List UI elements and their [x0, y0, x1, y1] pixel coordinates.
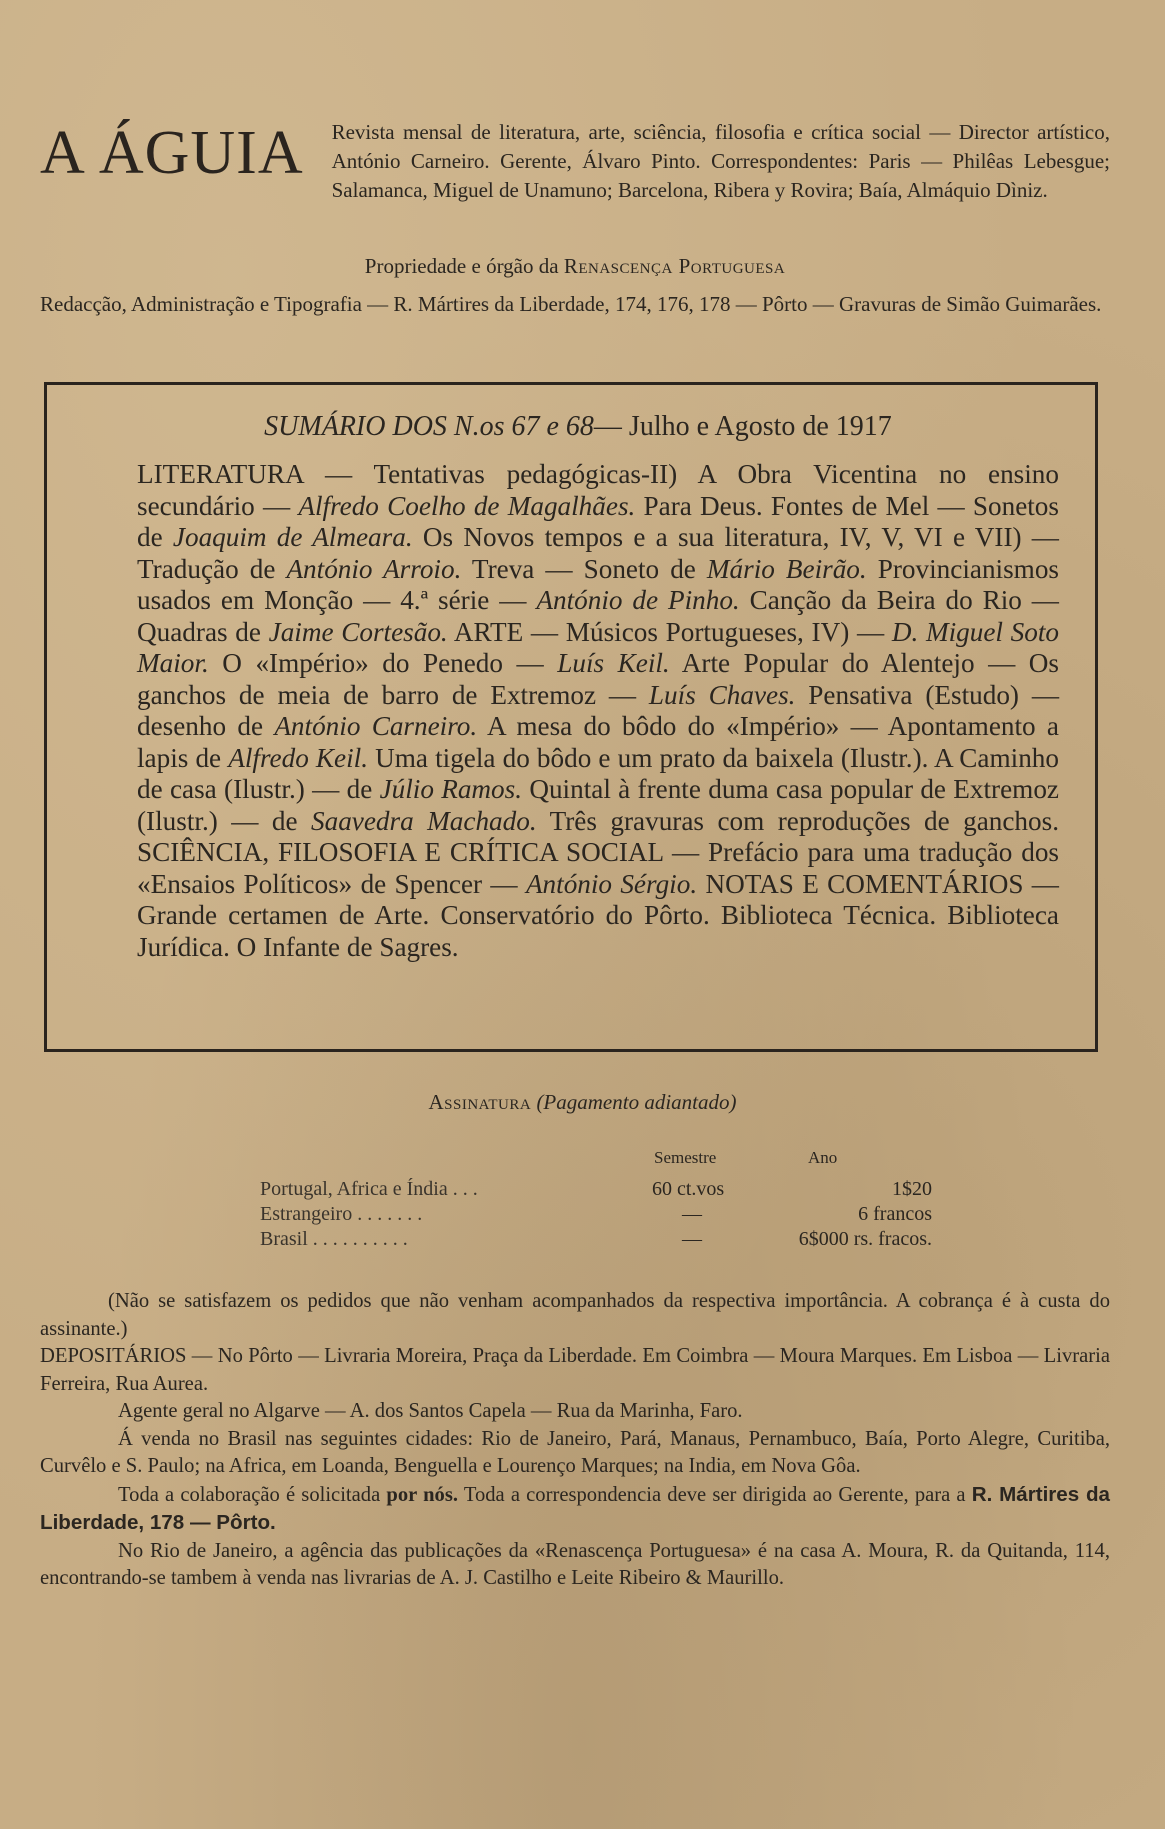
- summary-author: Joaquim de Almeara.: [172, 522, 413, 552]
- summary-author: Luís Keil.: [557, 648, 670, 678]
- depositarios-note: DEPOSITÁRIOS — No Pôrto — Livraria Moreira, Praça da Liberdade. Em Coimbra — Moura Marques. Em Lisboa — Livraria Ferreira, Rua Aurea.: [40, 1345, 1110, 1395]
- column-semestre: Semestre: [654, 1148, 717, 1167]
- summary-text: LITERATURA — Tentativas pedagógicas-II) A Obra Vicentina no ensino secundário —: [137, 459, 1059, 521]
- proprietor-line: [40, 254, 1110, 279]
- summary-author: Alfredo Keil.: [228, 742, 369, 773]
- summary-text: Provincianismos usados em Monção — 4.ª série —: [137, 553, 1059, 615]
- summary-author: Mário Beirão.: [706, 553, 867, 584]
- summary-author: Saavedra Machado.: [311, 805, 537, 836]
- summary-text: NOTAS E COMENTÁRIOS — Grande certamen de Arte. Conservatório do Pôrto. Biblioteca Técnica. Biblioteca Jurídica. O Infante de Sagres.: [137, 868, 1059, 962]
- summary-text: Pensativa (Estudo) — desenho de: [137, 679, 1060, 741]
- row-label: Portugal, Africa e Índia . . .: [260, 1178, 478, 1200]
- summary-author: António Sérgio.: [525, 868, 698, 899]
- row-label: Estrangeiro . . . . . . .: [260, 1203, 423, 1225]
- summary-text: Treva — Soneto de: [461, 553, 707, 584]
- summary-box: [44, 382, 1098, 1052]
- subscription-row: [260, 1178, 932, 1203]
- summary-text: O «Império» do Penedo —: [208, 648, 558, 678]
- row-label: Brasil . . . . . . . . . .: [260, 1228, 408, 1250]
- summary-title-italic: SUMÁRIO DOS N.os 67 e 68: [264, 411, 594, 442]
- row-semestre: 60 ct.vos: [652, 1178, 725, 1200]
- summary-text: ARTE — Músicos Portugueses, IV) —: [447, 616, 892, 647]
- algarve-agent-note: Agente geral no Algarve — A. dos Santos Capela — Rua da Marinha, Faro.: [118, 1400, 743, 1422]
- notes-section: [40, 1288, 1110, 1593]
- summary-text: Uma tigela do bôdo e um prato da baixela (Ilustr.). A Caminho de casa (Ilustr.) — de: [137, 742, 1059, 804]
- proprietor-name: Renascença Portuguesa: [563, 254, 786, 278]
- summary-text: Três gravuras com reproduções de ganchos. SCIÊNCIA, FILOSOFIA E CRÍTICA SOCIAL — Prefácio para uma tradução dos «Ensaios Políticos» de Spencer —: [137, 805, 1060, 899]
- summary-title: [97, 411, 1059, 443]
- summary-text: Para Deus. Fontes de Mel — Sonetos de: [137, 490, 1059, 552]
- subscription-table: [260, 1148, 932, 1253]
- summary-author: António Arroio.: [286, 553, 462, 584]
- masthead: [40, 118, 1110, 205]
- summary-body: [137, 459, 1059, 963]
- masthead-description: Revista mensal de literatura, arte, sciência, filosofia e crítica social — Director artístico, António Carneiro. Gerente, Álvaro Pinto. Correspondentes: Paris — Philêas Lebesgue; Salamanca, Miguel de Unamuno; Barcelona, Ribera y Rovira; Baía, Almáquio Dìniz.: [331, 120, 1110, 202]
- summary-author: António de Pinho.: [536, 585, 740, 615]
- subscription-header: [260, 1148, 920, 1178]
- row-ano: 6 francos: [858, 1203, 932, 1225]
- summary-author: Alfredo Coelho de Magalhães.: [298, 490, 636, 521]
- subscription-row: [260, 1203, 932, 1228]
- summary-text: A mesa do bôdo do «Império» — Apontamento a lapis de: [137, 711, 1059, 773]
- column-ano: Ano: [808, 1148, 838, 1167]
- summary-text: Canção da Beira do Rio — Quadras de: [137, 585, 1059, 647]
- collaboration-note: Toda a colaboração é solicitada por nós. Toda a correspondencia deve ser dirigida ao Gerente, para a R. Mártires da Liberdade, 178 — Pôrto.: [40, 1482, 1110, 1534]
- summary-author: Luís Chaves.: [648, 679, 796, 710]
- payment-note: (Não se satisfazem os pedidos que não venham acompanhados da respectiva importância. A cobrança é à custa do assinante.): [40, 1290, 1110, 1340]
- row-ano: 1$20: [892, 1178, 932, 1200]
- summary-author: António Carneiro.: [274, 711, 478, 741]
- row-ano: 6$000 rs. fracos.: [798, 1228, 932, 1250]
- subscription-title: [0, 1090, 1165, 1115]
- summary-author: Júlio Ramos.: [379, 774, 523, 804]
- rio-agency-note: No Rio de Janeiro, a agência das publicações da «Renascença Portuguesa» é na casa A. Moura, R. da Quitanda, 114, encontrando-se tambem à venda nas livrarias de A. J. Castilho e Leite Ribeiro & Maurillo.: [40, 1539, 1110, 1589]
- summary-text: Os Novos tempos e a sua literatura, IV, V, VI e VII) — Tradução de: [137, 522, 1059, 584]
- subscription-row: [260, 1228, 932, 1253]
- summary-author: D. Miguel Soto Maior.: [137, 616, 1059, 678]
- brasil-sales-note: Á venda no Brasil nas seguintes cidades: Rio de Janeiro, Pará, Manaus, Pernambuco, Baía, Porto Alegre, Curitiba, Curvêlo e S. Paulo; na Africa, em Loanda, Benguella e Lourenço Marques; na India, em Nova Gôa.: [40, 1427, 1110, 1477]
- proprietor-prefix: Propriedade e órgão da: [364, 254, 564, 278]
- summary-title-date: — Julho e Agosto de 1917: [593, 411, 892, 442]
- summary-text: Arte Popular do Alentejo — Os ganchos de meia de barro de Extremoz —: [137, 648, 1060, 710]
- row-semestre: —: [682, 1203, 702, 1225]
- magazine-title: A ÁGUIA: [40, 119, 304, 187]
- redaccao-line: Redacção, Administração e Tipografia — R. Mártires da Liberdade, 174, 176, 178 — Pôrto — Gravuras de Simão Guimarães.: [40, 292, 1102, 316]
- summary-text: Quintal à frente duma casa popular de Extremoz (Ilustr.) — de: [137, 774, 1059, 836]
- summary-author: Jaime Cortesão.: [268, 616, 448, 647]
- subscription-title-caps: Assinatura: [428, 1090, 532, 1114]
- row-semestre: —: [682, 1228, 702, 1250]
- subscription-title-note: (Pagamento adiantado): [536, 1090, 737, 1114]
